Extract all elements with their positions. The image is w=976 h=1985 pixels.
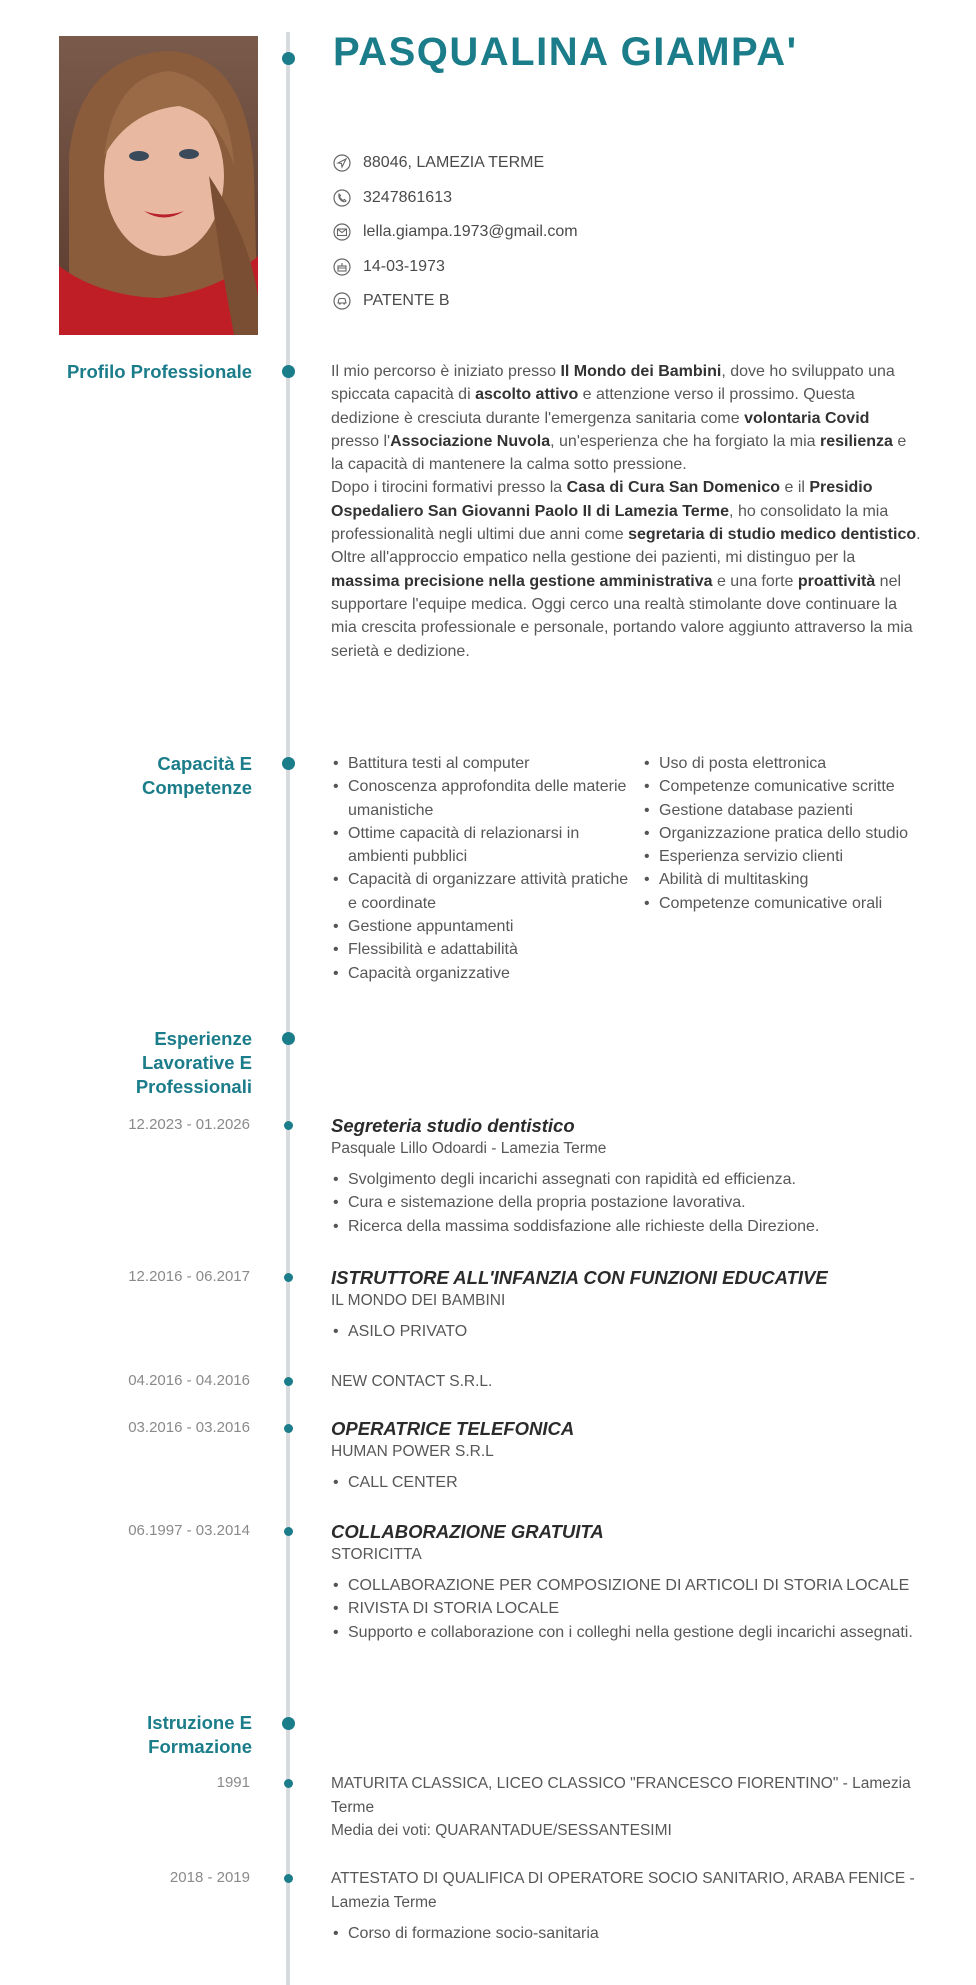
job-date: 12.2023 - 01.2026: [128, 1116, 250, 1133]
birthday-icon: [333, 258, 351, 276]
job-bullets: [331, 1574, 931, 1644]
education-title: MATURITA CLASSICA, LICEO CLASSICO "FRANCESCO FIORENTINO" - Lamezia Terme: [331, 1775, 911, 1816]
list-item: • Svolgimento degli incarichi assegnati con rapidità ed efficienza.: [331, 1168, 931, 1191]
contact-license: [333, 284, 578, 319]
timeline-dot: [284, 1377, 293, 1386]
job-title: COLLABORAZIONE GRATUITA: [331, 1521, 604, 1542]
job-date: 03.2016 - 03.2016: [128, 1419, 250, 1436]
profile-text: Il mio percorso è iniziato presso Il Mondo dei Bambini, dove ho sviluppato una spiccata capacità di ascolto attivo e attenzione verso il prossimo. Questa dedizione è cresciuta durante l'emergenza sanitaria come volontaria Covid presso l'Associazione Nuvola, un'esperienza che ha forgiato la mia resilienza e la capacità di mantenere la calma sotto pressione. Dopo i tirocini formativi presso la Casa di Cura San Domenico e il Presidio Ospedaliero San Giovanni Paolo II di Lamezia Terme, ho consolidato la mia professionalità negli ultimi due anni come segretaria di studio medico dentistico. Oltre all'approccio empatico nella gestione dei pazienti, mi distinguo per la massima precisione nella gestione amministrativa e una forte proattività nel supportare l'equipe medica. Oggi cerco una realtà stimolante dove continuare la mia crescita professionale e personale, portando valore aggiunto attraverso la mia serietà e dedizione.: [331, 363, 921, 660]
timeline-dot: [282, 52, 295, 65]
education-bullets: [331, 1922, 921, 1945]
list-item: • ASILO PRIVATO: [331, 1320, 931, 1343]
job-company: IL MONDO DEI BAMBINI: [331, 1292, 506, 1309]
contact-email: [333, 215, 578, 250]
section-title-experience: Esperienze Lavorative E Professionali: [135, 1028, 252, 1097]
list-item: • CALL CENTER: [331, 1471, 931, 1494]
education-item: [331, 1772, 921, 1843]
timeline-dot: [284, 1121, 293, 1130]
education-grade: Media dei voti: QUARANTADUE/SESSANTESIMI: [331, 1822, 672, 1839]
skill-item: • Esperienza servizio clienti: [642, 845, 932, 868]
timeline-dot: [284, 1273, 293, 1282]
contact-phone: [333, 181, 578, 216]
skill-item: • Flessibilità e adattabilità: [331, 938, 631, 961]
skill-item: • Conoscenza approfondita delle materie umanistiche: [331, 775, 631, 822]
list-item: • Corso di formazione socio-sanitaria: [331, 1922, 921, 1945]
section-title-profile: Profilo Professionale: [66, 361, 252, 382]
job-date: 12.2016 - 06.2017: [128, 1268, 250, 1285]
email-icon: [333, 223, 351, 241]
job-bullets: [331, 1320, 931, 1343]
skill-item: • Gestione appuntamenti: [331, 915, 631, 938]
person-name: PASQUALINA GIAMPA': [333, 30, 798, 74]
job-title: Segreteria studio dentistico: [331, 1115, 575, 1136]
skill-item: • Ottime capacità di relazionarsi in ambienti pubblici: [331, 822, 631, 869]
job-entry: [331, 1370, 931, 1394]
timeline-dot: [284, 1424, 293, 1433]
skill-item: • Uso di posta elettronica: [642, 752, 932, 775]
job-date: 06.1997 - 03.2014: [128, 1522, 250, 1539]
timeline-dot: [284, 1874, 293, 1883]
timeline-dot: [282, 1717, 295, 1730]
education-item: [331, 1867, 921, 1945]
car-icon: [333, 292, 351, 310]
contact-text: 14-03-1973: [363, 257, 445, 275]
contact-text: lella.giampa.1973@gmail.com: [363, 223, 578, 241]
contact-list: [333, 146, 578, 319]
education-date: 2018 - 2019: [169, 1869, 250, 1886]
skill-item: • Competenze comunicative orali: [642, 892, 932, 915]
skill-item: • Abilità di multitasking: [642, 868, 932, 891]
timeline-dot: [284, 1779, 293, 1788]
profile-photo: [59, 36, 258, 335]
education-date: 1991: [216, 1774, 250, 1791]
contact-text: 88046, LAMEZIA TERME: [363, 154, 545, 172]
skill-item: • Organizzazione pratica dello studio: [642, 822, 932, 845]
job-bullets: [331, 1471, 931, 1494]
list-item: • Supporto e collaborazione con i colleghi nella gestione degli incarichi assegnati.: [331, 1621, 931, 1644]
list-item: • COLLABORAZIONE PER COMPOSIZIONE DI ARTICOLI DI STORIA LOCALE: [331, 1574, 931, 1597]
job-company: STORICITTA: [331, 1546, 422, 1563]
location-icon: [333, 154, 351, 172]
job-entry: [331, 1266, 931, 1343]
job-title: ISTRUTTORE ALL'INFANZIA CON FUNZIONI EDUCATIVE: [331, 1267, 828, 1288]
list-item: • Cura e sistemazione della propria postazione lavorativa.: [331, 1191, 931, 1214]
skills-list-1: [331, 752, 631, 985]
job-company: Pasquale Lillo Odoardi - Lamezia Terme: [331, 1140, 607, 1157]
job-date: 04.2016 - 04.2016: [128, 1372, 250, 1389]
job-company: NEW CONTACT S.R.L.: [331, 1373, 493, 1390]
timeline-dot: [282, 365, 295, 378]
job-company: HUMAN POWER S.R.L: [331, 1443, 494, 1460]
skills-list-2: [642, 752, 932, 915]
education-title: ATTESTATO DI QUALIFICA DI OPERATORE SOCIO SANITARIO, ARABA FENICE - Lamezia Terme: [331, 1870, 915, 1911]
skill-item: • Gestione database pazienti: [642, 799, 932, 822]
timeline-line: [286, 32, 290, 1985]
list-item: • Ricerca della massima soddisfazione alle richieste della Direzione.: [331, 1215, 931, 1238]
skill-item: • Battitura testi al computer: [331, 752, 631, 775]
job-bullets: [331, 1168, 931, 1238]
timeline-dot: [282, 757, 295, 770]
timeline-dot: [282, 1032, 295, 1045]
skill-item: • Capacità organizzative: [331, 962, 631, 985]
section-title-education: Istruzione E Formazione: [147, 1712, 252, 1757]
contact-birthdate: [333, 250, 578, 285]
job-entry: [331, 1520, 931, 1644]
skill-item: • Competenze comunicative scritte: [642, 775, 932, 798]
job-entry: [331, 1114, 931, 1238]
contact-text: PATENTE B: [363, 292, 450, 310]
contact-address: [333, 146, 578, 181]
list-item: • RIVISTA DI STORIA LOCALE: [331, 1597, 931, 1620]
job-title: OPERATRICE TELEFONICA: [331, 1418, 575, 1439]
timeline-dot: [284, 1527, 293, 1536]
skill-item: • Capacità di organizzare attività pratiche e coordinate: [331, 868, 631, 915]
section-title-skills: Capacità E Competenze: [142, 753, 252, 798]
job-entry: [331, 1417, 931, 1494]
contact-text: 3247861613: [363, 188, 452, 206]
phone-icon: [333, 189, 351, 207]
